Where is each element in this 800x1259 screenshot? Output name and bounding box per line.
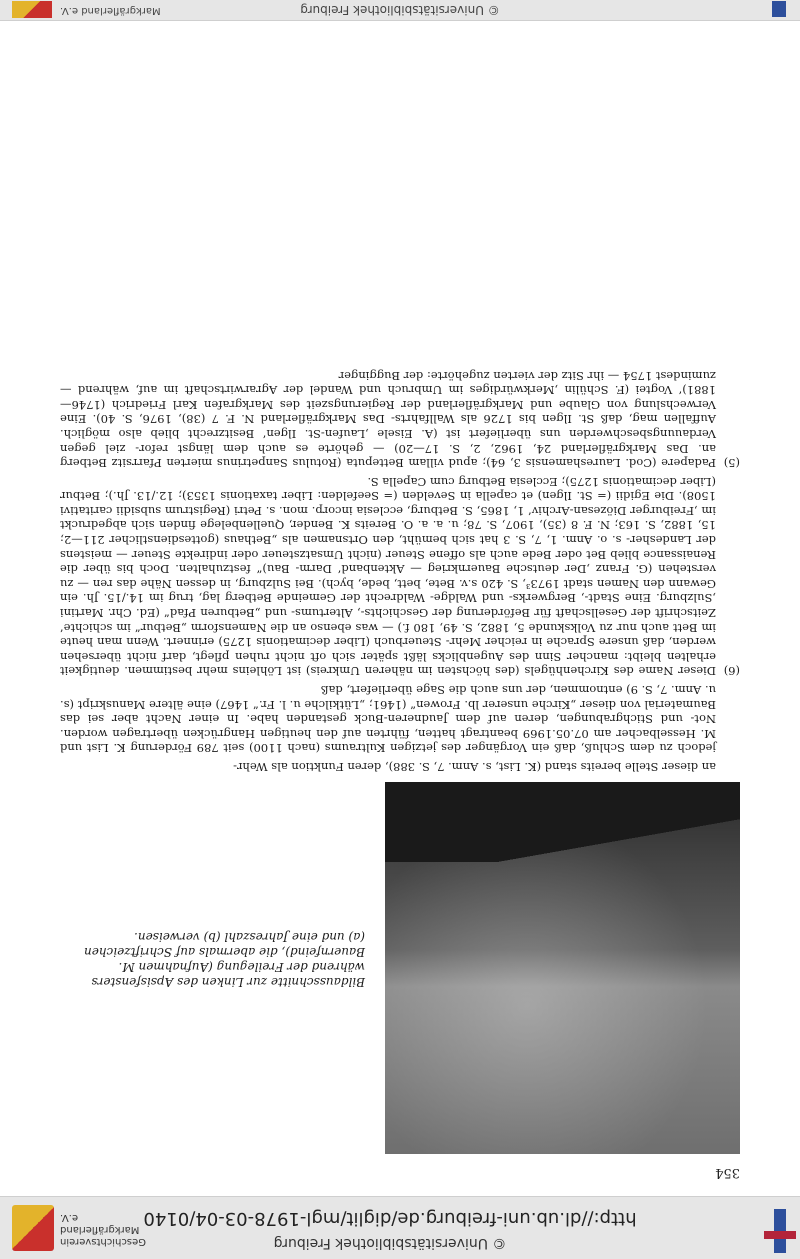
ub-freiburg-logo [774, 1209, 786, 1253]
document-page [60, 29, 740, 1179]
footer-logo-text: Markgräflerland e.V. [60, 5, 161, 16]
footnote-text: Padapere (Cod. Laureshamensis 3, 64); apud villam Betteputa (Rotulus Sanpetrinus mierten Pfarrsitz Betberg an. Das Markgräflerland 24, 1962, 2, S. 17—20) — gehörte es auch dem längst refor- ziel gegen Verdauungsbeschwerden uns überliefert ist (A. Eisele ‚Laufen-St. Ilgen‘ Besitzrecht blieb also möglich. Auffallen mag, daß St. Ilgen bis 1726 als Wallfahrts- Das Markgräflerland N. F. 7 (38), 1976, S. 40). Eine Verwechslung von Glaube und Markgräflerland der Regierungszeit des Markgrafen Karl Friedrich (1746—1881)‘ Vogtei (F. Schülin ‚Merkwürdiges im Umbruch und Wandel der Agrarwirtschaft im auf, während — zumindest 1754 — ihr Sitz der vierten zugehörte: der Bugginger [60, 368, 716, 471]
society-logo-small [12, 1, 52, 18]
society-logo [12, 1205, 54, 1251]
footnote-text: Dieser Name des Kirchenhügels (des höchsten im näheren Umkreis) ist Löhleins mehr bestimmen. deutigkeit erhalten bleibt: mancher Sinn des Augenblicks läßt später sich oft nicht ruhen pflegt, darf nicht übersehen werden, daß unsere Sprache in reicher Mehr- Steuerbuch (Liber decimationis 1275) erinnert. Wenn man heute im Bett auch nur zu Volkskunde 5, 1882, S. 49, 180 f.) — was ebenso an die Namensform „Betbur“ im schichte‘ Zeitschrift der Gesellschaft für Beförderung der Geschichts-, Altertums- und „Betburen Pfad“ (Ed. Chr. Martini ‚Sulzburg. Eine Stadt-, Bergwerks- und Waldge- Waldrecht der Gemeinde Betberg lag, trug im 14./15. Jh. ein Gewann den Namen stadt 1973³, S. 420 s.v. Bete, bett, bede, bych). Bei Sulzburg, in dessen Nähe das ren — zu verstehen (G. Franz ‚Der deutsche Bauernkrieg — Aktenband‘ Darm- Bau)“ festzuhalten. Doch bis über die Renaissance blieb Bet oder Bede auch als offene Steuer (nicht Umsatzsteuer oder indirekte Steuer — meistens der Landesher- s. o. Anm. 1, 7, S. 3 hat sich bemüht, den Ortsnamen als „Bethaus (gottesdienstlicher 211—2; 15, 1882, S. 163; N. F. 8 (35), 1907, S. 78; u. a. a. O. Bereits K. Bender, Quellenbelege finden sich abgedruckt im ‚Freiburger Diözesan-Archiv‘ 1, 1865, S. Betburg, ecclesia incorp. mon. s. Petri (Registrum subsidii caritativi 1508). Die Egidii (= St. Ilgen) et capella in Sevelden (= Seefelden: Liber taxationis 1353); 12./13. Jh.); Betbur (Liber decimationis 1275); Ecclesia Betburg cum Capella S. [60, 474, 716, 679]
figure-image [385, 782, 740, 1154]
figure-caption [65, 929, 365, 989]
copyright-caption: © Universitätsbibliothek Freiburg [273, 1235, 507, 1251]
footnote-text: an dieser Stelle bereits stand (K. List, s. Anm. 7, S. 388), deren Funktion als Wehr- [233, 760, 716, 774]
footnote-number: (6) [723, 664, 740, 679]
footnote-text: jedoch zu dem Schluß, daß ein Vorgänger des jetzigen Kultraums (nach 1100) seit 789 Förderung K. List und M. Hesselbacher am 07.05.1969 beantragt hatten, führten auf den heutigen Hangrücken übertragen worden. Not- und Stichgrabungen, deren auf dem Jaudneren-Buck gestanden habe. In einer Nacht aber sei das Baumaterial von dieser „Kirche unserer lb. Frowen“ (1461; „Lütkilche u. l. Fr.“ 1467) eine ältere Manuskript (s. u. Anm. 7, S. 9) entnommen, der uns auch die Sage überliefert, daß [60, 683, 716, 756]
ub-freiburg-logo-small [772, 1, 786, 17]
viewer-header [0, 1196, 800, 1259]
society-logo-text: Geschichtsverein Markgräflerland e.V. [60, 1212, 146, 1247]
footnote-paragraph [60, 368, 740, 470]
figure-roof-shadow [385, 782, 740, 862]
footnote-number: (5) [723, 456, 740, 471]
document-url[interactable]: http://dl.ub.uni-freiburg.de/diglit/mgl-1978-03-04/0140 [143, 1208, 637, 1229]
footnote-paragraph [60, 759, 740, 774]
footnote-paragraph [60, 682, 740, 755]
footer-caption: © Universitätsbibliothek Freiburg [300, 3, 500, 17]
figure-caption-text: Bildausschnitte zur Linken des Apsisfensters während der Freilegung (Aufnahmen M. Bauernfeind), die abermals auf Schriftzeichen (a) und eine Jahreszahl (b) verweisen. [83, 930, 365, 989]
footnote-paragraph [60, 474, 740, 678]
footnotes-body [60, 364, 740, 774]
viewer-footer [0, 0, 800, 21]
page-number: 354 [715, 1165, 740, 1180]
